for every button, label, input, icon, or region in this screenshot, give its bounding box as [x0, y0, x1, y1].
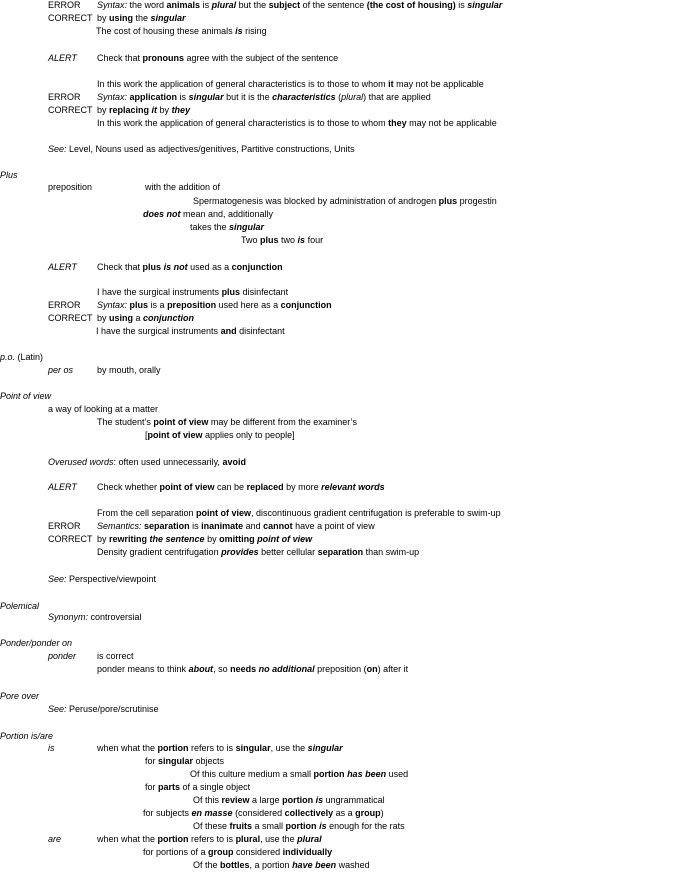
text-run: but it is the	[223, 92, 273, 102]
text-line	[48, 520, 375, 533]
text-run: portion	[313, 769, 345, 779]
text-run: is	[48, 743, 55, 753]
text-run: ponder	[48, 651, 77, 661]
text-run: the sentence	[149, 534, 205, 544]
text-line	[97, 78, 484, 91]
text-run: by	[97, 105, 110, 115]
text-run: omitting	[219, 534, 255, 544]
text-run: preposition	[48, 182, 93, 192]
text-run: on	[366, 664, 378, 674]
text-run: it	[151, 105, 158, 115]
text-run: replaced	[246, 482, 284, 492]
text-run: I have the surgical instruments	[96, 326, 221, 336]
text-run: is	[235, 26, 243, 36]
text-run: replacing	[109, 105, 150, 115]
text-line	[48, 364, 161, 377]
text-run: bottles	[220, 860, 250, 870]
text-line	[190, 221, 264, 234]
text-run: (the cost of housing)	[366, 0, 456, 10]
text-run: conjunction	[143, 313, 195, 323]
text-run: rising	[242, 26, 267, 36]
text-run: and	[220, 326, 237, 336]
text-run: for portions of a	[143, 847, 209, 857]
text-run: rewriting	[109, 534, 148, 544]
text-run: they	[388, 118, 407, 128]
text-run: CORRECT	[48, 313, 93, 323]
text-line	[0, 169, 18, 182]
text-line	[48, 481, 385, 494]
text-line	[97, 416, 357, 429]
text-run: plural	[211, 0, 237, 10]
text-line	[48, 312, 195, 325]
text-line	[145, 781, 250, 794]
text-line	[143, 208, 273, 221]
line-content	[97, 261, 283, 274]
text-run: plural	[341, 92, 364, 102]
text-run: is	[189, 521, 202, 531]
text-run: singular	[235, 743, 271, 753]
text-run: are	[48, 834, 62, 844]
text-run: singular	[188, 92, 224, 102]
text-line	[96, 325, 285, 338]
text-run: used as a	[187, 262, 232, 272]
text-line	[48, 573, 156, 586]
text-run: , use the	[270, 743, 308, 753]
text-run: Plus	[0, 170, 18, 180]
text-run: From the cell separation	[97, 508, 197, 518]
text-run: than swim-up	[363, 547, 420, 557]
text-run: is	[455, 0, 468, 10]
text-run: Ponder/ponder on	[0, 638, 73, 648]
text-run: ungrammatical	[323, 795, 385, 805]
text-run: portion	[157, 834, 189, 844]
text-run: ERROR	[48, 92, 81, 102]
text-run: plural	[235, 834, 261, 844]
text-run: for subjects	[143, 808, 192, 818]
line-content	[97, 104, 190, 117]
text-line	[48, 533, 313, 546]
text-run: , so	[213, 664, 231, 674]
text-run: disinfectant	[240, 287, 289, 297]
line-content	[145, 181, 220, 194]
text-run: Check that	[97, 53, 143, 63]
text-line	[96, 25, 267, 38]
text-run: is a	[148, 300, 168, 310]
text-run: Syntax:	[97, 300, 128, 310]
text-line	[48, 403, 158, 416]
text-run: by	[97, 313, 110, 323]
text-run: Semantics:	[97, 521, 142, 531]
text-run: about	[188, 664, 214, 674]
text-run: plus	[221, 287, 241, 297]
text-run: parts	[158, 782, 181, 792]
text-run: In this work the application of general characteristics is to those to whom	[97, 79, 389, 89]
text-line	[145, 429, 295, 442]
text-run: ) that are applied	[363, 92, 431, 102]
text-run: plus	[438, 196, 458, 206]
text-run: CORRECT	[48, 105, 93, 115]
text-run: is	[297, 235, 306, 245]
text-run: : often used unnecessarily,	[113, 457, 223, 467]
text-run: singular	[307, 743, 343, 753]
text-run: it	[388, 79, 394, 89]
text-run: point of view	[147, 430, 203, 440]
text-run: application	[129, 92, 178, 102]
text-run: applies only to people]	[202, 430, 295, 440]
text-run: of a single object	[180, 782, 251, 792]
text-run: relevant words	[321, 482, 385, 492]
text-run: (considered	[232, 808, 285, 818]
text-run: by	[157, 105, 172, 115]
line-content	[97, 742, 343, 755]
text-line	[0, 600, 39, 613]
text-run: ponder means to think	[97, 664, 189, 674]
line-content	[97, 520, 375, 533]
text-line	[48, 91, 431, 104]
text-run: but the	[236, 0, 269, 10]
text-line	[48, 456, 246, 469]
text-run: may not be applicable	[406, 118, 497, 128]
text-run: conjunction	[231, 262, 283, 272]
text-run: used here as a	[216, 300, 281, 310]
line-content	[97, 364, 161, 377]
text-run: no additional	[258, 664, 315, 674]
text-run: preposition (	[314, 664, 367, 674]
text-run: a way of looking at a matter	[48, 404, 159, 414]
text-run: Overused words	[48, 457, 114, 467]
text-line	[48, 261, 283, 274]
text-run: animals	[166, 0, 201, 10]
text-run: controversial	[88, 612, 142, 622]
text-run: by	[204, 534, 220, 544]
text-run: Density gradient centrifugation	[97, 547, 222, 557]
text-run: ) after it	[377, 664, 409, 674]
text-run: Check whether	[97, 482, 160, 492]
text-run: can be	[214, 482, 247, 492]
text-line	[48, 52, 339, 65]
text-run: plural	[297, 834, 322, 844]
text-line	[193, 820, 405, 833]
text-line	[48, 181, 221, 194]
text-line	[0, 390, 51, 403]
line-content	[97, 312, 194, 325]
text-run: See:	[48, 704, 67, 714]
text-line	[241, 234, 323, 247]
text-run: en masse	[191, 808, 233, 818]
text-run: have been	[292, 860, 337, 870]
text-run: conjunction	[280, 300, 332, 310]
text-run: using	[109, 313, 134, 323]
text-run: have a point of view	[292, 521, 375, 531]
text-run: avoid	[222, 457, 246, 467]
text-run: portion	[285, 821, 317, 831]
text-run: individually	[282, 847, 333, 857]
text-run: ALERT	[48, 482, 77, 492]
text-run: pronouns	[142, 53, 185, 63]
text-run: collectively	[284, 808, 334, 818]
text-line	[97, 286, 288, 299]
text-run: refers to is	[188, 743, 236, 753]
text-run: when what the	[97, 743, 158, 753]
text-run: may be different from the examiner’s	[208, 417, 357, 427]
text-run: Of these	[193, 821, 230, 831]
text-run: singular	[467, 0, 503, 10]
text-run: point of view	[159, 482, 215, 492]
text-run: using	[109, 13, 134, 23]
text-line	[97, 663, 408, 676]
line-content	[97, 481, 385, 494]
text-run: Of this	[193, 795, 222, 805]
text-run: used	[386, 769, 409, 779]
text-run: CORRECT	[48, 13, 93, 23]
text-run: Peruse/pore/scrutinise	[66, 704, 159, 714]
text-line	[145, 755, 224, 768]
text-line	[48, 143, 355, 156]
text-run: CORRECT	[48, 534, 93, 544]
text-run: In this work the application of general characteristics is to those to whom	[97, 118, 389, 128]
text-line	[48, 650, 134, 663]
text-run: Spermatogenesis was blocked by administration of androgen	[193, 196, 439, 206]
text-run: for	[145, 756, 159, 766]
line-content	[97, 533, 312, 546]
text-run: four	[305, 235, 324, 245]
text-run: progestin	[457, 196, 497, 206]
text-run: , use the	[260, 834, 298, 844]
text-run: Perspective/viewpoint	[66, 574, 157, 584]
text-run: mean and, additionally	[180, 209, 274, 219]
text-run: plus	[260, 235, 279, 245]
text-run: does not	[143, 209, 181, 219]
text-run: takes the	[190, 222, 230, 232]
text-run: disinfectant	[236, 326, 285, 336]
text-run: )	[380, 808, 384, 818]
text-run: Point of view	[0, 391, 52, 401]
text-run: The student’s	[97, 417, 154, 427]
text-run: washed	[336, 860, 370, 870]
text-run: singular	[229, 222, 265, 232]
text-line	[48, 299, 332, 312]
text-run: Portion is/are	[0, 731, 54, 741]
text-run: point of view	[257, 534, 313, 544]
text-run: portion	[282, 795, 314, 805]
text-line	[143, 846, 332, 859]
text-run: needs	[230, 664, 257, 674]
text-line	[97, 117, 497, 130]
text-run: and	[243, 521, 264, 531]
text-line	[143, 807, 384, 820]
text-run: Pore over	[0, 691, 40, 701]
text-run: refers to is	[188, 834, 236, 844]
text-run: a small	[252, 821, 286, 831]
text-line	[48, 703, 159, 716]
text-run: per os	[48, 365, 74, 375]
text-run: Syntax:	[97, 92, 128, 102]
text-run: for	[145, 782, 159, 792]
text-run: is	[200, 0, 212, 10]
text-run: plus	[129, 300, 149, 310]
text-run: ALERT	[48, 262, 77, 272]
text-line	[0, 637, 72, 650]
text-run: may not be applicable	[393, 79, 484, 89]
text-line	[193, 859, 370, 872]
text-run: Two	[241, 235, 261, 245]
text-run: ALERT	[48, 53, 77, 63]
text-run: better cellular	[258, 547, 318, 557]
text-run: singular	[150, 13, 186, 23]
text-run: of the sentence	[300, 0, 367, 10]
text-run: , a portion	[249, 860, 293, 870]
text-run: Syntax:	[97, 0, 128, 10]
text-line	[48, 0, 503, 12]
text-run: singular	[158, 756, 194, 766]
text-line	[193, 794, 385, 807]
text-line	[0, 351, 43, 364]
text-line	[48, 104, 191, 117]
text-run: I have the surgical instruments	[97, 287, 222, 297]
text-line	[48, 12, 186, 25]
text-run: p.o.	[0, 352, 16, 362]
text-run: (Latin)	[15, 352, 44, 362]
text-line	[190, 768, 408, 781]
text-run: inanimate	[201, 521, 244, 531]
text-run: ERROR	[48, 0, 81, 10]
text-run: Polemical	[0, 601, 40, 611]
text-run: Of this culture medium a small	[190, 769, 314, 779]
text-run: as a	[333, 808, 356, 818]
text-run: separation	[317, 547, 364, 557]
text-run: See:	[48, 574, 67, 584]
text-run: Of the	[193, 860, 221, 870]
text-run: agree with the subject of the sentence	[184, 53, 339, 63]
text-run: preposition	[167, 300, 217, 310]
text-run: has been	[347, 769, 387, 779]
line-content	[97, 52, 338, 65]
text-run: enough for the rats	[326, 821, 405, 831]
text-run: (	[335, 92, 342, 102]
text-line	[48, 833, 322, 846]
text-run: provides	[221, 547, 259, 557]
text-run: ERROR	[48, 521, 81, 531]
text-run: with the addition of	[145, 182, 221, 192]
text-run: is	[315, 795, 324, 805]
text-run: two	[278, 235, 298, 245]
line-content	[97, 0, 502, 12]
text-run: is correct	[97, 651, 134, 661]
text-line	[0, 730, 53, 743]
text-line	[48, 611, 142, 624]
text-run: characteristics	[272, 92, 336, 102]
text-run: fruits	[229, 821, 253, 831]
text-run: by more	[283, 482, 322, 492]
text-run: group	[355, 808, 381, 818]
text-run: is	[319, 821, 327, 831]
text-run: Check that	[97, 262, 143, 272]
text-line	[193, 195, 497, 208]
text-run: The cost of housing these animals	[96, 26, 236, 36]
text-run: See:	[48, 144, 67, 154]
text-run: the word	[127, 0, 167, 10]
text-run: by mouth, orally	[97, 365, 161, 375]
text-run: objects	[193, 756, 225, 766]
text-run: by	[97, 534, 110, 544]
text-run: cannot	[263, 521, 293, 531]
text-run: , discontinuous gradient centrifugation is preferable to swim-up	[251, 508, 501, 518]
text-run: review	[221, 795, 250, 805]
text-run: they	[171, 105, 191, 115]
line-content	[97, 833, 322, 846]
text-run: by	[97, 13, 110, 23]
text-run: point of view	[153, 417, 209, 427]
text-run: is not	[163, 262, 188, 272]
text-run: ERROR	[48, 300, 81, 310]
line-content	[97, 12, 186, 25]
text-run: point of view	[196, 508, 252, 518]
text-run: subject	[268, 0, 301, 10]
text-run: plus	[142, 262, 162, 272]
text-run: is	[177, 92, 189, 102]
line-content	[97, 91, 431, 104]
text-run: the	[133, 13, 151, 23]
text-run: considered	[233, 847, 283, 857]
text-line	[97, 507, 501, 520]
text-line	[97, 546, 419, 559]
text-run: separation	[144, 521, 190, 531]
line-content	[97, 650, 134, 663]
text-run: portion	[157, 743, 189, 753]
text-run: Synonym:	[48, 612, 89, 622]
text-run: a	[133, 313, 144, 323]
text-line	[0, 690, 39, 703]
text-line	[48, 742, 343, 755]
line-content	[97, 299, 332, 312]
text-run: a large	[249, 795, 283, 805]
text-run: Level, Nouns used as adjectives/genitives, Partitive constructions, Units	[66, 144, 355, 154]
text-run: [	[145, 430, 148, 440]
text-run: when what the	[97, 834, 158, 844]
text-run: group	[208, 847, 234, 857]
